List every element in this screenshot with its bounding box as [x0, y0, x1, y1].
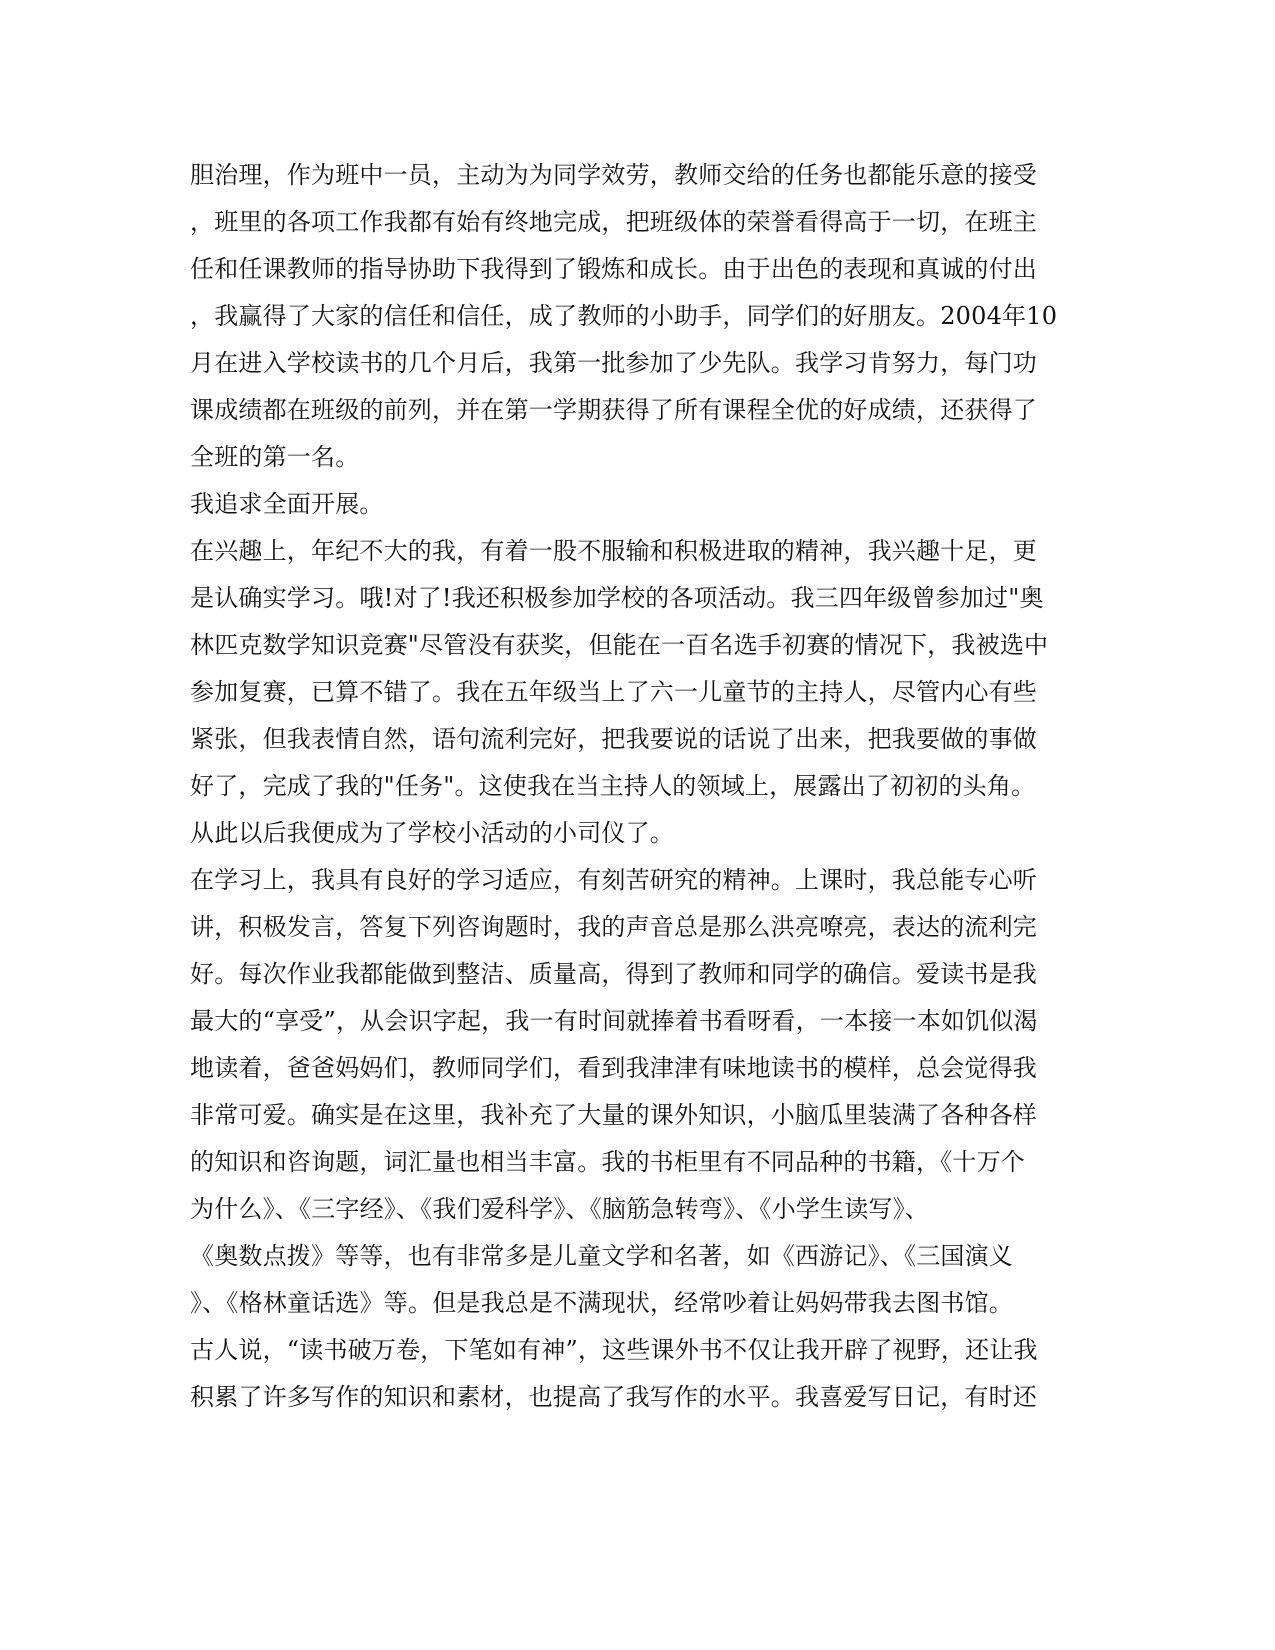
- text-line: 地读着，爸爸妈妈们，教师同学们，看到我津津有味地读书的模样，总会觉得我: [190, 1054, 1037, 1082]
- text-line: 参加复赛，已算不错了。我在五年级当上了六一儿童节的主持人，尽管内心有些: [190, 678, 1037, 706]
- text-line: 从此以后我便成为了学校小活动的小司仪了。: [190, 819, 674, 847]
- text-line: 最大的“享受”，从会识字起，我一有时间就捧着书看呀看，一本接一本如饥似渴: [190, 1007, 1038, 1035]
- text-line: 课成绩都在班级的前列，并在第一学期获得了所有课程全优的好成绩，还获得了: [190, 396, 1037, 424]
- text-line: 》、《格林童话选》等。但是我总是不满现状，经常吵着让妈妈带我去图书馆。: [190, 1289, 1013, 1317]
- text-line: 胆治理，作为班中一员，主动为为同学效劳，教师交给的任务也都能乐意的接受: [190, 161, 1037, 189]
- text-line: 的知识和咨询题，词汇量也相当丰富。我的书柜里有不同品种的书籍，《十万个: [190, 1148, 1025, 1176]
- text-line: 非常可爱。确实是在这里，我补充了大量的课外知识，小脑瓜里装满了各种各样: [190, 1101, 1037, 1129]
- text-line: 在学习上，我具有良好的学习适应，有刻苦研究的精神。上课时，我总能专心听: [190, 866, 1037, 894]
- text-line: 为什么》、《三字经》、《我们爱科学》、《脑筋急转弯》、《小学生读写》、: [190, 1195, 929, 1223]
- text-line: 积累了许多写作的知识和素材，也提高了我写作的水平。我喜爱写日记，有时还: [190, 1383, 1037, 1411]
- text-line: 《奥数点拨》等等，也有非常多是儿童文学和名著，如《西游记》、《三国演义: [190, 1242, 1013, 1270]
- text-line: 月在进入学校读书的几个月后，我第一批参加了少先队。我学习肯努力，每门功: [190, 349, 1037, 377]
- text-line: 古人说，“读书破万卷，下笔如有神”，这些课外书不仅让我开辟了视野，还让我: [190, 1336, 1038, 1364]
- text-line: 全班的第一名。: [190, 443, 360, 471]
- text-line: 讲，积极发言，答复下列咨询题时，我的声音总是那么洪亮嘹亮，表达的流利完: [190, 913, 1037, 941]
- text-line: 紧张，但我表情自然，语句流利完好，把我要说的话说了出来，把我要做的事做: [190, 725, 1037, 753]
- text-line: 好。每次作业我都能做到整洁、质量高，得到了教师和同学的确信。爱读书是我: [190, 960, 1037, 988]
- body-text: [190, 152, 1090, 1421]
- text-line: 好了，完成了我的"任务"。这使我在当主持人的领域上，展露出了初初的头角。: [190, 772, 1036, 800]
- text-line: ，我赢得了大家的信任和信任，成了教师的小助手，同学们的好朋友。2004年10: [190, 302, 1058, 330]
- text-line: 我追求全面开展。: [190, 490, 384, 518]
- text-line: 任和任课教师的指导协助下我得到了锻炼和成长。由于出色的表现和真诚的付出: [190, 255, 1037, 283]
- text-line: ，班里的各项工作我都有始有终地完成，把班级体的荣誉看得高于一切，在班主: [190, 208, 1037, 236]
- text-line: 是认确实学习。哦!对了!我还积极参加学校的各项活动。我三四年级曾参加过"奥: [190, 584, 1044, 612]
- text-line: 在兴趣上，年纪不大的我，有着一股不服输和积极进取的精神，我兴趣十足，更: [190, 537, 1037, 565]
- text-line: 林匹克数学知识竞赛"尽管没有获奖，但能在一百名选手初赛的情况下，我被选中: [190, 631, 1049, 659]
